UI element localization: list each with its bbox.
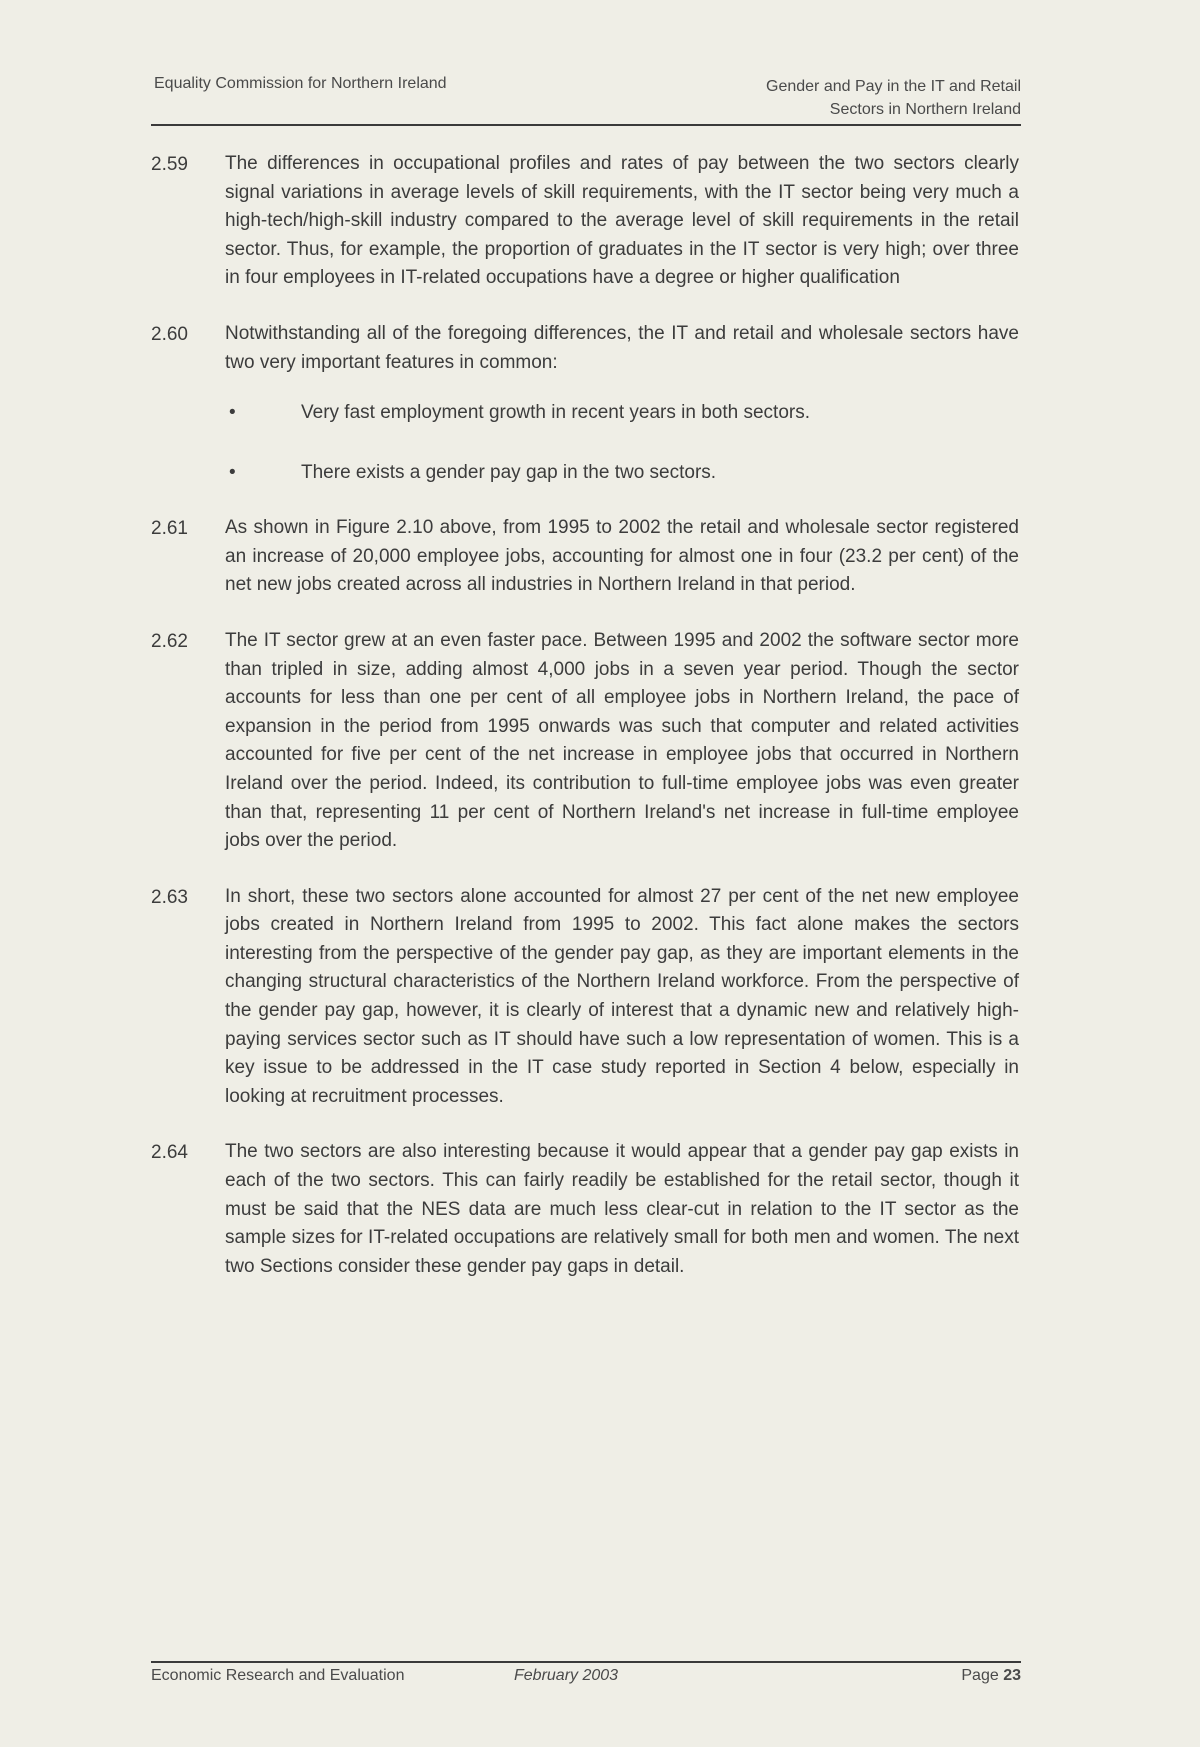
header-title-line-1: Gender and Pay in the IT and Retail	[766, 78, 1021, 95]
paragraph-2-60	[151, 320, 1019, 377]
paragraph-2-59	[151, 150, 1019, 293]
common-features-list	[151, 398, 1019, 487]
paragraph-number: 2.63	[151, 886, 188, 908]
list-item-text: There exists a gender pay gap in the two sectors.	[301, 462, 717, 484]
bullet-icon: •	[229, 402, 236, 424]
footer-divider	[151, 1661, 1021, 1663]
header-report-title	[766, 75, 1021, 121]
bullet-icon: •	[229, 462, 236, 484]
paragraph-text: The differences in occupational profiles and rates of pay between the two sectors clearly signal variations in average levels of skill requirements, with the IT sector being very much a high-tech/high-skill industry compared to the average level of skill requirements in the retail sector. Thus, for example, the proportion of graduates in the IT sector is very high; over three in four employees in IT-related occupations have a degree or higher qualification	[225, 153, 1019, 289]
paragraph-text: As shown in Figure 2.10 above, from 1995 to 2002 the retail and wholesale sector registered an increase of 20,000 employee jobs, accounting for almost one in four (23.2 per cent) of the net new jobs created across all industries in Northern Ireland in that period.	[225, 517, 1019, 596]
paragraph-text: The two sectors are also interesting because it would appear that a gender pay gap exists in each of the two sectors. This can fairly readily be established for the retail sector, though it must be said that the NES data are much less clear-cut in relation to the IT sector as the sample sizes for IT-related occupations are relatively small for both men and women. The next two Sections consider these gender pay gaps in detail.	[225, 1141, 1019, 1277]
paragraph-number: 2.62	[151, 630, 188, 652]
page-header	[151, 72, 1021, 124]
header-organisation: Equality Commission for Northern Ireland	[154, 75, 447, 92]
page-number-value: 23	[1003, 1667, 1021, 1684]
list-item	[151, 398, 1019, 427]
paragraph-number: 2.61	[151, 518, 188, 540]
body-content	[151, 150, 1019, 1308]
page-number	[961, 1667, 1021, 1685]
paragraph-text: Notwithstanding all of the foregoing differences, the IT and retail and wholesale sectors have two very important features in common:	[225, 322, 1019, 373]
paragraph-text: The IT sector grew at an even faster pace. Between 1995 and 2002 the software sector more than tripled in size, adding almost 4,000 jobs in a seven year period. Though the sector accounts for less than one per cent of all employee jobs in Northern Ireland, the pace of expansion in the period from 1995 onwards was such that computer and related activities accounted for five per cent of the net increase in employee jobs that occurred in Northern Ireland over the period. Indeed, its contribution to full-time employee jobs was even greater than that, representing 11 per cent of Northern Ireland's net increase in full-time employee jobs over the period.	[225, 629, 1019, 852]
paragraph-2-63	[151, 883, 1019, 1112]
page-footer	[151, 1667, 1021, 1693]
footer-organisation: Economic Research and Evaluation	[151, 1667, 405, 1684]
paragraph-number: 2.59	[151, 154, 188, 175]
page-label: Page	[961, 1667, 999, 1684]
paragraph-number: 2.60	[151, 323, 188, 345]
paragraph-number: 2.64	[151, 1142, 188, 1164]
header-divider	[151, 124, 1021, 126]
footer-date: February 2003	[514, 1667, 619, 1684]
paragraph-2-61	[151, 514, 1019, 600]
paragraph-text: In short, these two sectors alone accounted for almost 27 per cent of the net new employee jobs created in Northern Ireland from 1995 to 2002. This fact alone makes the sectors interesting from the perspective of the gender pay gap, as they are important elements in the changing structural characteristics of the Northern Ireland workforce. From the perspective of the gender pay gap, however, it is clearly of interest that a dynamic new and relatively high-paying services sector such as IT should have such a low representation of women. This is a key issue to be addressed in the IT case study reported in Section 4 below, especially in looking at recruitment processes.	[225, 885, 1019, 1107]
paragraph-2-64	[151, 1138, 1019, 1281]
header-title-line-2: Sectors in Northern Ireland	[829, 101, 1021, 118]
list-item	[151, 458, 1019, 487]
list-item-text: Very fast employment growth in recent years in both sectors.	[301, 402, 811, 424]
paragraph-2-62	[151, 627, 1019, 856]
